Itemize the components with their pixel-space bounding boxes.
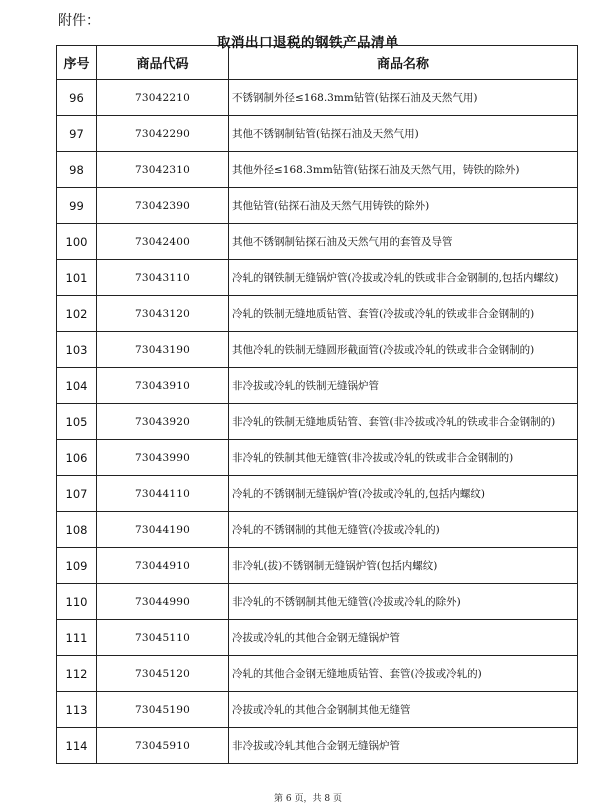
row-code: 73043110 — [97, 260, 229, 296]
row-code: 73042290 — [97, 116, 229, 152]
row-code: 73043120 — [97, 296, 229, 332]
table-row — [57, 188, 578, 224]
table-row — [57, 224, 578, 260]
row-code: 73042210 — [97, 80, 229, 116]
row-code: 73045120 — [97, 656, 229, 692]
row-seq: 111 — [57, 620, 97, 656]
row-seq: 104 — [57, 368, 97, 404]
table-row — [57, 440, 578, 476]
row-code: 73045190 — [97, 692, 229, 728]
row-code: 73044190 — [97, 512, 229, 548]
row-code: 73043920 — [97, 404, 229, 440]
row-name: 不锈钢制外径≤168.3mm钻管(钻探石油及天然气用) — [229, 80, 578, 116]
table-row — [57, 368, 578, 404]
row-seq: 114 — [57, 728, 97, 764]
row-name: 其他外径≤168.3mm钻管(钻探石油及天然气用，铸铁的除外) — [229, 152, 578, 188]
header-seq: 序号 — [57, 46, 97, 80]
row-name: 其他不锈钢制钻管(钻探石油及天然气用) — [229, 116, 578, 152]
row-code: 73045110 — [97, 620, 229, 656]
row-name: 冷轧的不锈钢制的其他无缝管(冷拔或冷轧的) — [229, 512, 578, 548]
row-seq: 99 — [57, 188, 97, 224]
row-name: 冷轧的铁制无缝地质钻管、套管(冷拔或冷轧的铁或非合金钢制的) — [229, 296, 578, 332]
row-seq: 109 — [57, 548, 97, 584]
table-row — [57, 404, 578, 440]
row-seq: 106 — [57, 440, 97, 476]
table-header-row — [57, 46, 578, 80]
row-name: 其他钻管(钻探石油及天然气用铸铁的除外) — [229, 188, 578, 224]
product-table — [56, 45, 578, 764]
row-seq: 103 — [57, 332, 97, 368]
row-seq: 112 — [57, 656, 97, 692]
row-name: 冷轧的其他合金钢无缝地质钻管、套管(冷拔或冷轧的) — [229, 656, 578, 692]
row-seq: 108 — [57, 512, 97, 548]
row-name: 非冷拔或冷轧的铁制无缝锅炉管 — [229, 368, 578, 404]
table-row — [57, 332, 578, 368]
table-row — [57, 656, 578, 692]
document-title: 取消出口退税的钢铁产品清单 — [217, 35, 399, 51]
row-seq: 105 — [57, 404, 97, 440]
table-row — [57, 116, 578, 152]
row-seq: 98 — [57, 152, 97, 188]
row-code: 73044990 — [97, 584, 229, 620]
table-row — [57, 152, 578, 188]
row-code: 73044910 — [97, 548, 229, 584]
row-name: 冷轧的不锈钢制无缝锅炉管(冷拔或冷轧的,包括内螺纹) — [229, 476, 578, 512]
table-row — [57, 80, 578, 116]
row-name: 冷拔或冷轧的其他合金钢制其他无缝管 — [229, 692, 578, 728]
row-code: 73045910 — [97, 728, 229, 764]
table-row — [57, 692, 578, 728]
header-name: 商品名称 — [229, 46, 578, 80]
row-seq: 100 — [57, 224, 97, 260]
row-seq: 102 — [57, 296, 97, 332]
row-name: 非冷轧(拔)不锈钢制无缝锅炉管(包括内螺纹) — [229, 548, 578, 584]
table-row — [57, 476, 578, 512]
row-name: 非冷拔或冷轧其他合金钢无缝锅炉管 — [229, 728, 578, 764]
table-row — [57, 512, 578, 548]
row-name: 其他不锈钢制钻探石油及天然气用的套管及导管 — [229, 224, 578, 260]
row-seq: 113 — [57, 692, 97, 728]
row-seq: 96 — [57, 80, 97, 116]
row-name: 非冷轧的不锈钢制其他无缝管(冷拔或冷轧的除外) — [229, 584, 578, 620]
row-code: 73042390 — [97, 188, 229, 224]
row-code: 73042310 — [97, 152, 229, 188]
header-code: 商品代码 — [97, 46, 229, 80]
table-row — [57, 728, 578, 764]
row-name: 非冷轧的铁制其他无缝管(非冷拔或冷轧的铁或非合金钢制的) — [229, 440, 578, 476]
table-row — [57, 584, 578, 620]
row-code: 73043910 — [97, 368, 229, 404]
row-seq: 97 — [57, 116, 97, 152]
row-name: 冷拔或冷轧的其他合金钢无缝锅炉管 — [229, 620, 578, 656]
row-name: 非冷轧的铁制无缝地质钻管、套管(非冷拔或冷轧的铁或非合金钢制的) — [229, 404, 578, 440]
row-seq: 107 — [57, 476, 97, 512]
attachment-label: 附件： — [58, 13, 100, 29]
row-code: 73043190 — [97, 332, 229, 368]
table-row — [57, 548, 578, 584]
row-seq: 101 — [57, 260, 97, 296]
table-row — [57, 620, 578, 656]
row-name: 其他冷轧的铁制无缝圆形截面管(冷拔或冷轧的铁或非合金钢制的) — [229, 332, 578, 368]
row-name: 冷轧的钢铁制无缝锅炉管(冷拔或冷轧的铁或非合金钢制的,包括内螺纹) — [229, 260, 578, 296]
row-code: 73043990 — [97, 440, 229, 476]
page-footer: 第 6 页，共 8 页 — [274, 794, 342, 804]
row-code: 73042400 — [97, 224, 229, 260]
table-row — [57, 260, 578, 296]
row-code: 73044110 — [97, 476, 229, 512]
row-seq: 110 — [57, 584, 97, 620]
table-row — [57, 296, 578, 332]
